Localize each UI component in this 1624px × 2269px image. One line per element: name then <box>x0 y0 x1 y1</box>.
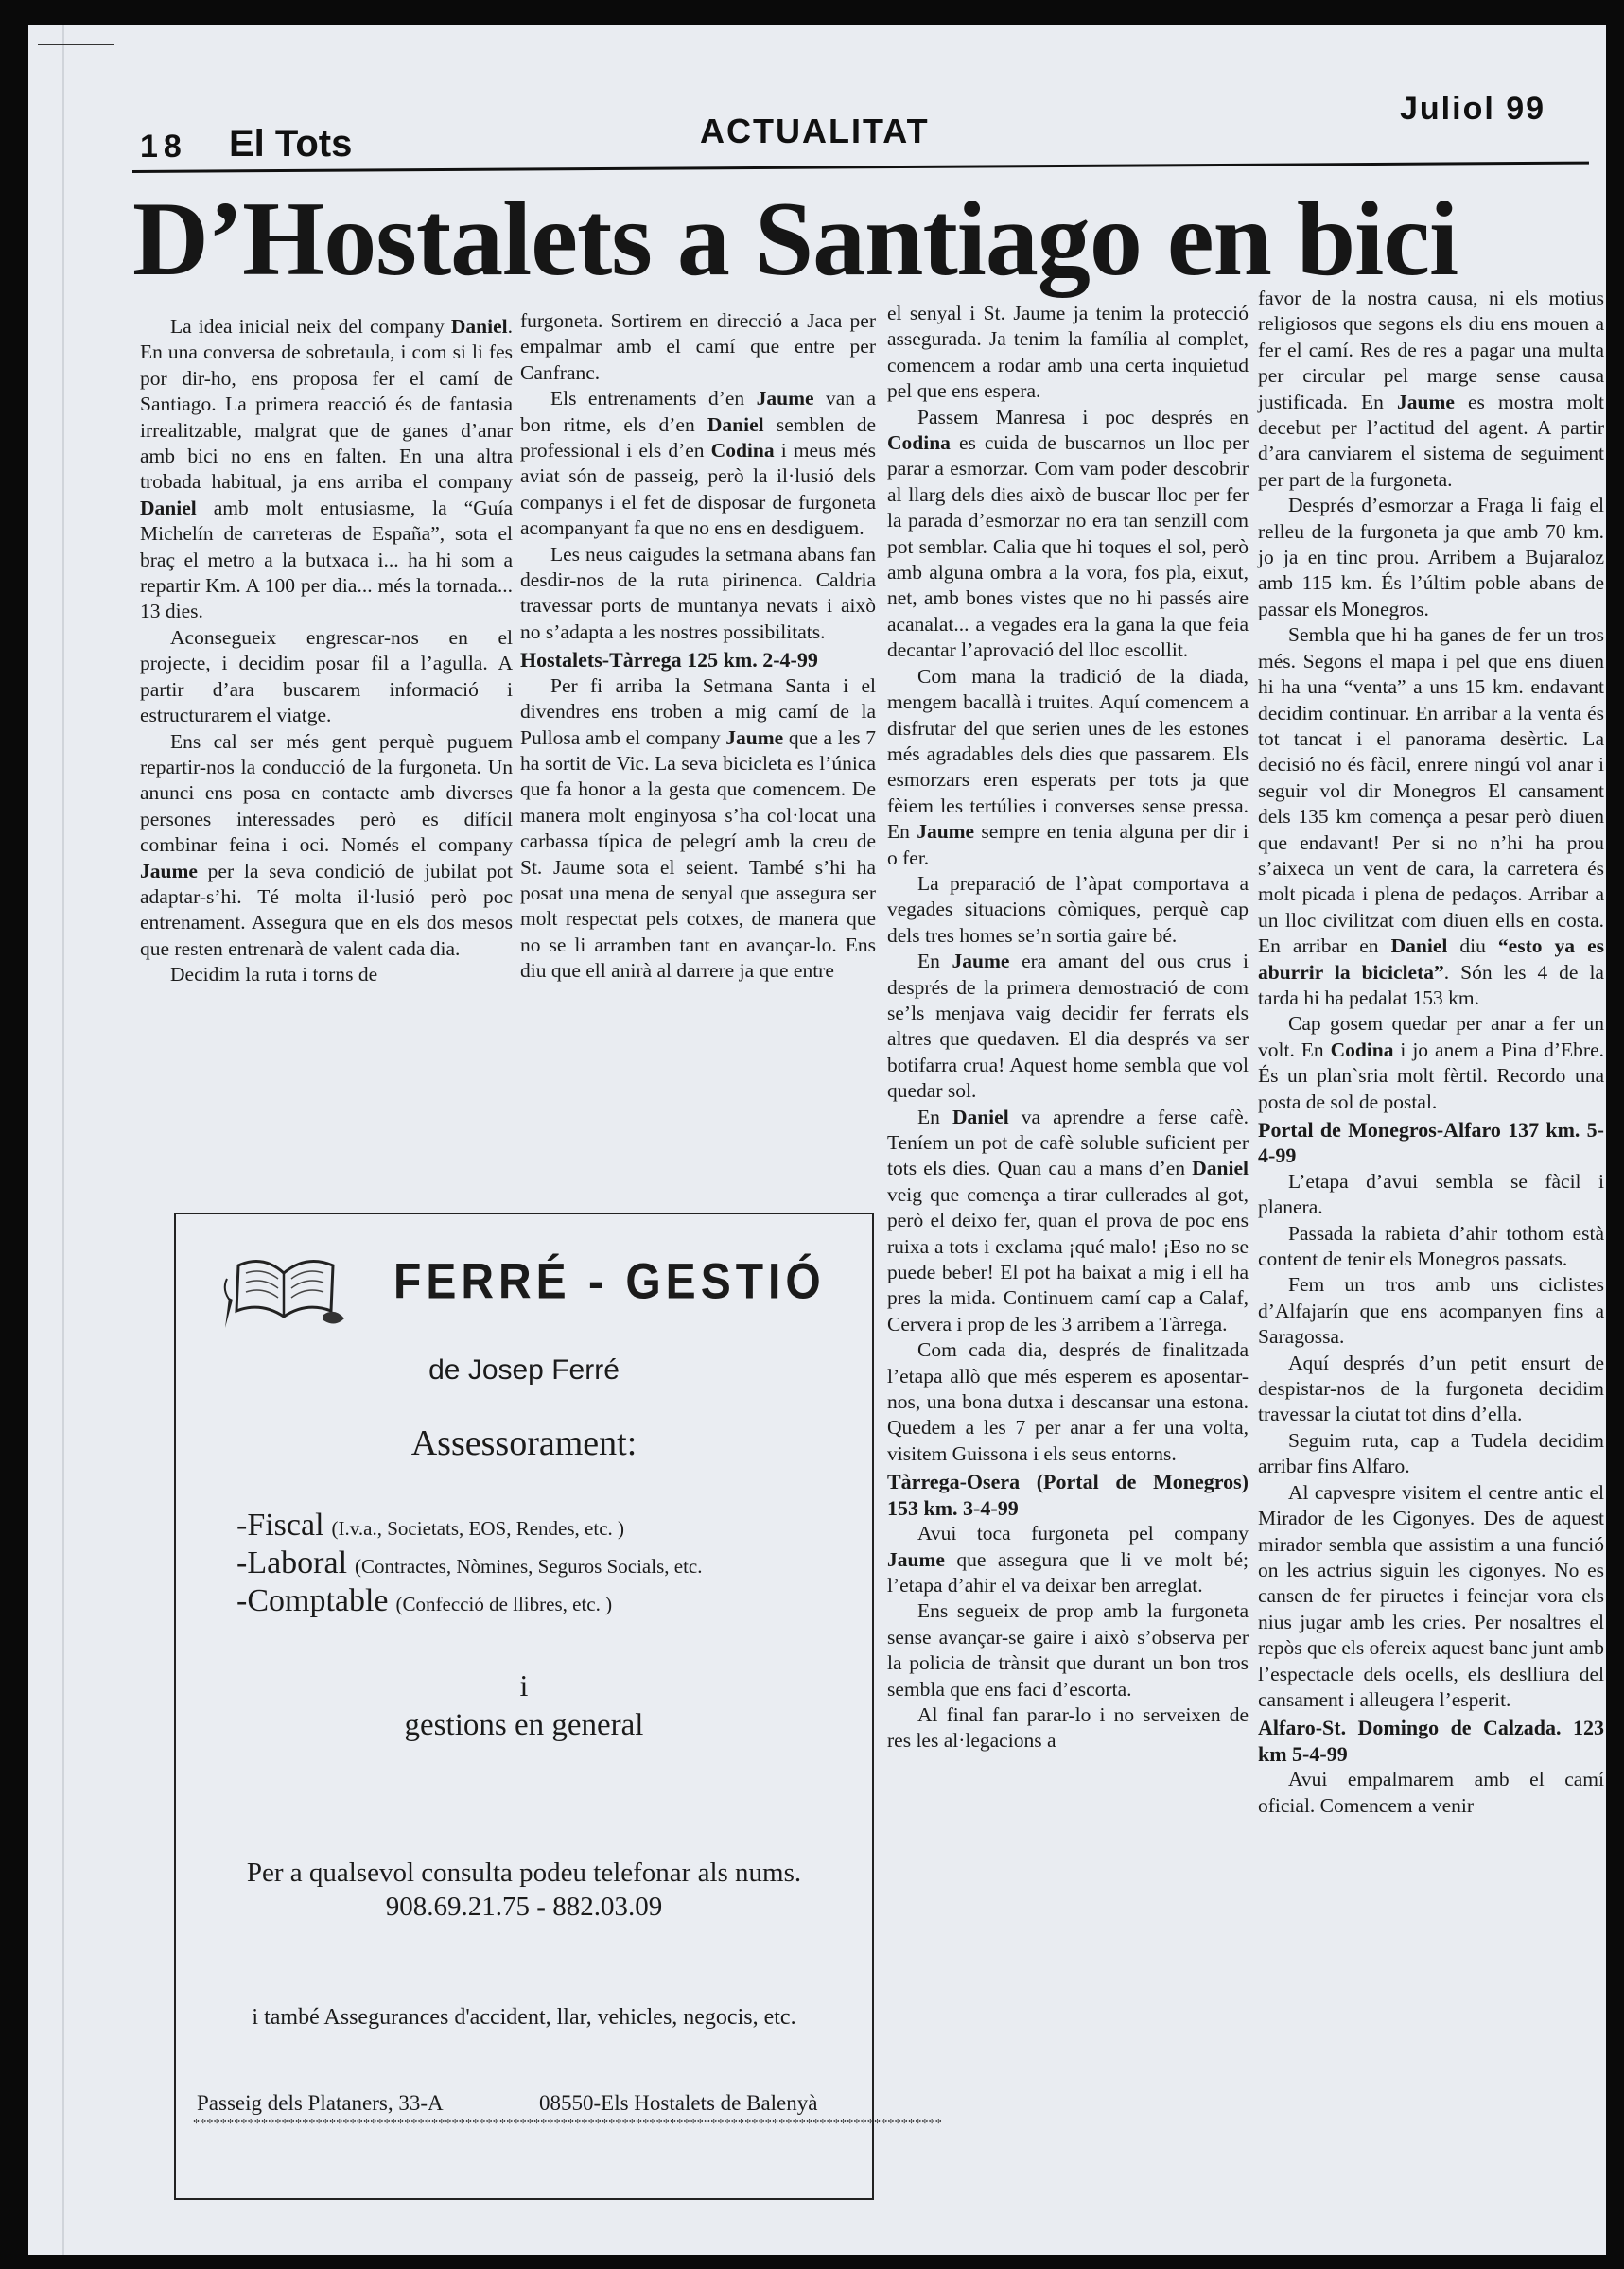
ad-conjunction: i <box>519 1668 529 1702</box>
article-subheading: Tàrrega-Osera (Portal de Monegros) 153 km. 3-4-99 <box>887 1470 1249 1520</box>
article-paragraph: L’etapa d’avui sembla se fàcil i planera. <box>1258 1169 1604 1219</box>
article-subheading: Portal de Monegros-Alfaro 137 km. 5-4-99 <box>1258 1118 1604 1168</box>
section-label: ACTUALITAT <box>700 112 930 150</box>
book-quill-icon <box>218 1245 352 1332</box>
issue-date: Juliol 99 <box>1400 91 1546 127</box>
article-column-4 <box>1258 286 1604 2196</box>
article-paragraph: En Jaume era amant del ous crus i després de la primera demostració de com se’ls menjava vaig decidir fer ferrats els altres que quedaven. El dia després va ser botifarra crua! Aquest home sembla que vol quedar sol. <box>887 950 1249 1103</box>
article-paragraph: Els entrenaments d’en Jaume van a bon ritme, els d’en Daniel semblen de professional i els d’en Codina i meus més aviat són de passeig, però la il·lusió dels companys i el fet de disposar de furgoneta acompanyant fa que no ens en desdiguem. <box>520 387 876 540</box>
article-paragraph: Passada la rabieta d’ahir tothom està content de tenir els Monegros passats. <box>1258 1221 1604 1271</box>
article-paragraph: Fem un tros amb uns ciclistes d’Alfajarín que ens acompanyen fins a Saragossa. <box>1258 1273 1604 1349</box>
article-subheading: Alfaro-St. Domingo de Calzada. 123 km 5-4-99 <box>1258 1716 1604 1766</box>
ad-owner: de Josep Ferré <box>428 1354 620 1386</box>
article-paragraph: Ens segueix de prop amb la furgoneta sense avançar-se gaire i això s’observa per la policia de trànsit que durant un bon tros sembla que ens faci d’escorta. <box>887 1599 1249 1701</box>
article-paragraph: Avui toca furgoneta pel company Jaume que assegura que li ve molt bé; l’etapa d’ahir el va deixar ben arreglat. <box>887 1522 1249 1597</box>
article-paragraph: Passem Manresa i poc després en Codina es cuida de buscarnos un lloc per parar a esmorzar. Com vam poder descobrir al llarg dels dies això de buscar lloc per fer la parada d’esmorzar no era tan senzill com pot semblar. Calia que hi toques el sol, però amb alguna ombra a la vora, fos pla, eixut, net, amb bones vistes que no hi passés aire acanalat... a vegades era la gana la que feia decantar l’aprovació del lloc escollit. <box>887 405 1249 662</box>
ad-postal-town: 08550-Els Hostalets de Balenyà <box>539 2091 818 2115</box>
article-paragraph: Al capvespre visitem el centre antic el Mirador de les Cigonyes. Des de aquest mirador sembla que assistim a una funció on les actrius siguin les cigonyes. No es cansen de fer piruetes i feinejar vora els nius jugar amb les cries. Per nosaltres el repòs que els ofereix aquest banc junt amb l’espectacle dels ocells, els deslliura del cansament i alleugera l’esperit. <box>1258 1480 1604 1711</box>
ad-phone-numbers: 908.69.21.75 - 882.03.09 <box>385 1892 663 1922</box>
ad-address: Passeig dels Plataners, 33-A <box>197 2091 444 2115</box>
ad-general: gestions en general <box>404 1708 644 1742</box>
ad-star-border: ************************************************************************************************************** <box>193 2117 942 2131</box>
article-paragraph: En Daniel va aprendre a ferse cafè. Teníem un pot de cafè soluble suficient per tots els dies. Quan cau a mans d’en Daniel veig que comença a tirar cullerades al got, però el deixo fer, quan el prova de poc ens ruixa a tots i exclama ¡qué malo! ¡Eso no se puede beber! El pot ha baixat a mig i ell ha pres la mida. Continuem camí cap a Calaf, Cervera i prop de les 3 arribem a Tàrrega. <box>887 1105 1249 1335</box>
article-paragraph: Seguim ruta, cap a Tudela decidim arribar fins Alfaro. <box>1258 1428 1604 1478</box>
ad-insurance-text: i també Assegurances d'accident, llar, vehicles, negocis, etc. <box>252 2005 796 2030</box>
article-paragraph: furgoneta. Sortirem en direcció a Jaca per empalmar amb el camí que entre per Canfranc. <box>520 309 876 384</box>
publication-name: El Tots <box>229 123 353 165</box>
article-paragraph: el senyal i St. Jaume ja tenim la protecció assegurada. Ja tenim la família al complet, comencem a rodar amb una certa inquietud pel que ens espera. <box>887 302 1249 403</box>
ad-service-comptable: -Comptable (Confecció de llibres, etc. ) <box>236 1583 613 1618</box>
article-column-2 <box>520 308 876 1216</box>
article-paragraph: Aquí després d’un petit ensurt de despistar-nos de la furgoneta decidim travessar la ciutat tot dins d’ella. <box>1258 1351 1604 1426</box>
article-column-3 <box>887 301 1249 2207</box>
article-column-1 <box>140 314 513 1231</box>
ad-consult-text: Per a qualsevol consulta podeu telefonar als nums. <box>246 1858 802 1888</box>
article-paragraph: favor de la nostra causa, ni els motius religiosos que segons els diu ens mouen a fer el camí. Res de res a pagar una multa per circular pel marge sense causa justificada. En Jaume es mostra molt decebut per l’actitud del agent. A partir d’ara canviarem el sistema de seguiment per part de la furgoneta. <box>1258 287 1604 491</box>
article-paragraph: Com cada dia, després de finalitzada l’etapa allò que més esperem es aposentar-nos, una bona dutxa i descansar una estona. Quedem a les 7 per anar a fer una volta, visitem Guissona i els seus entorns. <box>887 1338 1249 1465</box>
article-paragraph: Al final fan parar-lo i no serveixen de res les al·legacions a <box>887 1702 1249 1753</box>
article-paragraph: Després d’esmorzar a Fraga li faig el relleu de la furgoneta ja que amb 70 km. jo ja en tinc prou. Arribem a Bujaraloz amb 115 km. És l’últim poble abans de passar els Monegros. <box>1258 494 1604 620</box>
article-paragraph: La idea inicial neix del company Daniel. En una conversa de sobretaula, i com si li fes por dir-ho, ens proposa fer el camí de Santiago. La primera reacció és de fantasia irrealitzable, malgrat que de ganes d’anar amb bici no ens en falten. En una altra trobada habitual, ja ens arriba el company Daniel amb molt entusiasme, la “Guía Michelín de carreteras de España”, sota el braç el metro a la butxaca i... ha hi som a repartir Km. A 100 per dia... més la tornada... 13 dies. <box>140 315 513 623</box>
article-paragraph: La preparació de l’àpat comportava a vegades situacions còmiques, perquè cap dels tres homes se’n sortia gaire bé. <box>887 871 1249 947</box>
article-paragraph: Ens cal ser més gent perquè puguem repartir-nos la conducció de la furgoneta. Un anunci ens posa en contacte amb diverses persones interessades però es difícil combinar feina i oci. Només el company Jaume per la seva condició de jubilat pot adaptar-s’hi. Té molta il·lusió però poc entrenament. Assegura que en els dos mesos que resten entrenarà de valent cada dia. <box>140 729 513 960</box>
ad-title: FERRÉ - GESTIÓ <box>393 1254 826 1310</box>
corner-mark <box>38 44 114 45</box>
article-paragraph: Cap gosem quedar per anar a fer un volt. En Codina i jo anem a Pina d’Ebre. És un plan`sria molt fèrtil. Recordo una posta de sol de postal. <box>1258 1012 1604 1113</box>
article-paragraph: Les neus caigudes la setmana abans fan desdir-nos de la ruta pirinenca. Caldria travessar ports de muntanya nevats i això no s’adapta a les nostres possibilitats. <box>520 542 876 643</box>
page-fold-shadow <box>62 25 64 2255</box>
article-subheading: Hostalets-Tàrrega 125 km. 2-4-99 <box>520 648 818 672</box>
ad-service-laboral: -Laboral (Contractes, Nòmines, Seguros Socials, etc. <box>236 1545 703 1580</box>
article-paragraph: Avui empalmarem amb el camí oficial. Comencem a venir <box>1258 1768 1604 1817</box>
article-headline: D’Hostalets a Santiago en bici <box>132 181 1458 298</box>
ad-heading: Assessorament: <box>410 1423 637 1463</box>
article-paragraph: Aconsegueix engrescar-nos en el projecte, i decidim posar fil a l’agulla. A partir d’ara buscarem informació i estructurarem el viatge. <box>140 625 513 727</box>
article-paragraph: Com mana la tradició de la diada, mengem bacallà i truites. Aquí comencem a disfrutar del que serien unes de les estones més agradables dels dies que passarem. Els esmorzars eren esperats per tots ja que fèiem les tertúlies i converses sense pressa. En Jaume sempre en tenia alguna per dir i o fer. <box>887 664 1249 869</box>
newspaper-page <box>28 25 1606 2255</box>
advertisement-ferre-gestio <box>174 1213 942 2200</box>
page-number: 18 <box>140 129 187 165</box>
article-paragraph: Sembla que hi ha ganes de fer un tros més. Segons el mapa i pel que ens diuen hi ha una “venta” a uns 15 km. endavant decidim continuar. En arribar a la venta és tot tancat i el panorama desèrtic. La decisió no és fàcil, enrere ningú vol anar i seguir vol dir Monegros El cansament dels 135 km comença a pesar però diuen que endavant! Per si no n’hi ha prou s’aixeca un vent de cara, la carretera és molt picada i plena de pedaços. Arribar a un lloc civilitzat com diuen ells en costa. En arribar en Daniel diu “esto ya es aburrir la bicicleta”. Són les 4 de la tarda hi ha pedalat 153 km. <box>1258 623 1604 1009</box>
article-paragraph: Decidim la ruta i torns de <box>170 963 378 986</box>
ad-service-fiscal: -Fiscal (I.v.a., Societats, EOS, Rendes, etc. ) <box>236 1508 625 1543</box>
article-paragraph: Per fi arriba la Setmana Santa i el divendres ens troben a mig camí de la Pullosa amb el company Jaume que a les 7 ha sortit de Vic. La seva bicicleta es l’única que fa honor a la gesta que comencem. De manera molt enginyosa s’ha col·locat una carbassa típica de pelegrí amb la creu de St. Jaume sota el seient. També s’hi ha posat una mena de senyal que assegura ser molt respectat pels cotxes, de manera que no se li arramben tant en avançar-lo. Ens diu que ell anirà al darrere ja que entre <box>520 673 877 983</box>
